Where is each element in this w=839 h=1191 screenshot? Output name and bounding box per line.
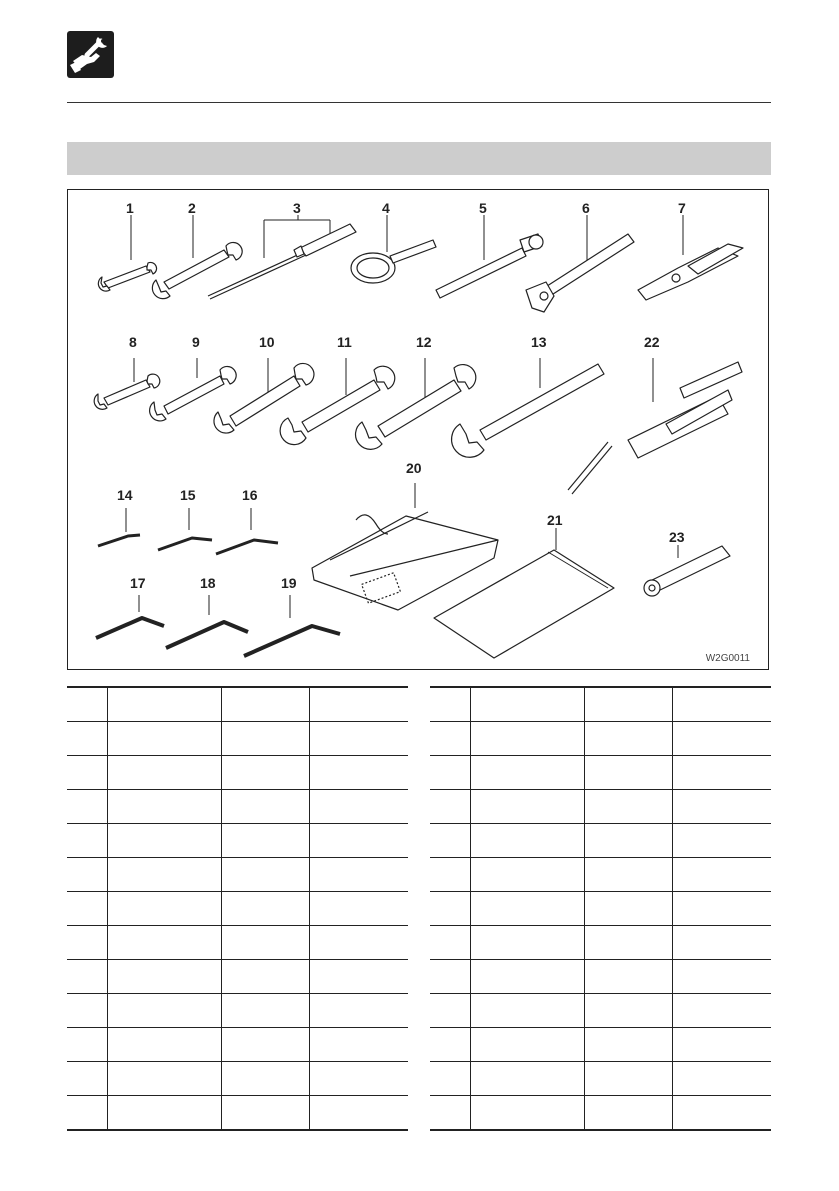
table-row	[430, 892, 771, 926]
right-table-cell	[430, 722, 470, 756]
right-table-cell	[673, 994, 771, 1028]
left-table-cell	[221, 1028, 310, 1062]
left-table-cell	[221, 722, 310, 756]
right-table-cell	[430, 1062, 470, 1096]
table-row	[430, 1028, 771, 1062]
left-table-cell	[67, 1028, 107, 1062]
tool-18-hex-key	[166, 622, 248, 648]
right-table-cell	[673, 858, 771, 892]
callout-10: 10	[259, 334, 275, 350]
left-table-cell	[67, 790, 107, 824]
left-table-cell	[107, 926, 221, 960]
right-table-cell	[673, 1062, 771, 1096]
left-table-cell	[221, 687, 310, 722]
table-row	[67, 722, 408, 756]
left-table-cell	[310, 790, 408, 824]
callout-2: 2	[188, 200, 196, 216]
left-table-cell	[67, 824, 107, 858]
left-table-cell	[107, 960, 221, 994]
table-row	[67, 1028, 408, 1062]
callout-16: 16	[242, 487, 258, 503]
right-table-cell	[430, 824, 470, 858]
left-table-cell	[310, 687, 408, 722]
right-table-cell	[470, 790, 584, 824]
wrench-hand-icon	[67, 31, 114, 78]
right-table-cell	[673, 892, 771, 926]
left-table-cell	[310, 892, 408, 926]
callout-7: 7	[678, 200, 686, 216]
table-row	[430, 858, 771, 892]
left-table-cell	[310, 994, 408, 1028]
right-table-cell	[673, 824, 771, 858]
right-table-cell	[584, 824, 673, 858]
left-table-cell	[221, 790, 310, 824]
callout-17: 17	[130, 575, 146, 591]
right-table-cell	[470, 1096, 584, 1131]
parts-table-right	[430, 686, 771, 1131]
right-table-cell	[430, 756, 470, 790]
left-table-cell	[107, 994, 221, 1028]
right-table-cell	[430, 1096, 470, 1131]
left-table-cell	[67, 960, 107, 994]
left-table-cell	[107, 1096, 221, 1131]
right-table-cell	[673, 1028, 771, 1062]
tool-14-hex-key	[98, 535, 140, 546]
left-table-cell	[221, 892, 310, 926]
tool-5-extension-bar	[436, 234, 543, 298]
callout-22: 22	[644, 334, 660, 350]
table-row	[67, 892, 408, 926]
left-table-cell	[310, 824, 408, 858]
right-table-cell	[584, 687, 673, 722]
right-table-cell	[470, 960, 584, 994]
right-table-cell	[470, 1062, 584, 1096]
right-table-cell	[470, 892, 584, 926]
left-table-cell	[221, 1096, 310, 1131]
left-table-cell	[67, 892, 107, 926]
left-table-cell	[67, 994, 107, 1028]
left-table-cell	[67, 722, 107, 756]
left-table-cell	[107, 824, 221, 858]
tool-17-hex-key	[96, 618, 164, 638]
left-table-cell	[107, 892, 221, 926]
left-table-cell	[67, 687, 107, 722]
tool-16-hex-key	[216, 540, 278, 554]
right-table-cell	[584, 1028, 673, 1062]
table-row	[67, 790, 408, 824]
right-table-cell	[470, 1028, 584, 1062]
right-table-cell	[430, 790, 470, 824]
right-table-cell	[430, 687, 470, 722]
right-table-cell	[470, 926, 584, 960]
left-table-cell	[107, 756, 221, 790]
left-table-cell	[67, 858, 107, 892]
right-table-cell	[470, 858, 584, 892]
left-table-cell	[107, 1062, 221, 1096]
tool-kit-figure	[67, 189, 769, 670]
tool-3-screwdriver	[208, 224, 356, 299]
tool-15-hex-key	[158, 538, 212, 550]
left-table-cell	[310, 858, 408, 892]
callout-13: 13	[531, 334, 547, 350]
left-table-cell	[221, 994, 310, 1028]
tool-9-wrench	[150, 366, 237, 420]
tool-19-hex-key	[244, 626, 340, 656]
table-row	[67, 926, 408, 960]
right-table-cell	[584, 892, 673, 926]
section-title-bar	[67, 142, 771, 175]
right-table-cell	[470, 994, 584, 1028]
right-table-cell	[673, 1096, 771, 1131]
right-table-cell	[470, 687, 584, 722]
table-row	[430, 960, 771, 994]
callout-11: 11	[337, 334, 352, 350]
left-table-cell	[221, 756, 310, 790]
table-row	[430, 722, 771, 756]
left-table-cell	[67, 756, 107, 790]
right-table-cell	[673, 722, 771, 756]
table-row	[430, 756, 771, 790]
tool-7-pliers	[638, 244, 743, 300]
left-table-cell	[107, 687, 221, 722]
callout-21: 21	[547, 512, 563, 528]
left-table-cell	[310, 1096, 408, 1131]
callout-6: 6	[582, 200, 590, 216]
left-table-cell	[107, 790, 221, 824]
left-table-cell	[221, 858, 310, 892]
tool-4-ring-spanner	[351, 240, 436, 283]
right-table-cell	[584, 790, 673, 824]
left-table-cell	[221, 926, 310, 960]
right-table-cell	[673, 756, 771, 790]
table-row	[67, 994, 408, 1028]
left-table-cell	[310, 1062, 408, 1096]
left-table-cell	[310, 756, 408, 790]
table-row	[430, 687, 771, 722]
tool-8-wrench	[94, 374, 160, 409]
table-row	[430, 1062, 771, 1096]
callout-18: 18	[200, 575, 216, 591]
left-table-cell	[310, 960, 408, 994]
table-row	[430, 790, 771, 824]
table-row	[430, 1096, 771, 1131]
right-table-cell	[673, 790, 771, 824]
right-table-cell	[584, 722, 673, 756]
left-table-cell	[310, 722, 408, 756]
tool-1-double-wrench	[98, 262, 156, 291]
right-table-cell	[430, 1028, 470, 1062]
table-row	[67, 858, 408, 892]
right-table-cell	[673, 687, 771, 722]
table-row	[67, 756, 408, 790]
right-table-cell	[584, 994, 673, 1028]
callout-9: 9	[192, 334, 200, 350]
table-row	[67, 1096, 408, 1131]
left-table-cell	[221, 960, 310, 994]
left-table-cell	[310, 1028, 408, 1062]
right-table-cell	[430, 926, 470, 960]
left-table-cell	[67, 926, 107, 960]
right-table-cell	[673, 960, 771, 994]
callout-15: 15	[180, 487, 196, 503]
left-table-cell	[67, 1062, 107, 1096]
left-table-cell	[107, 858, 221, 892]
right-table-cell	[430, 994, 470, 1028]
right-table-cell	[584, 1096, 673, 1131]
tool-20-tool-bag	[312, 512, 498, 610]
right-table-cell	[584, 1062, 673, 1096]
callout-12: 12	[416, 334, 432, 350]
callout-3: 3	[293, 200, 301, 216]
table-row	[67, 824, 408, 858]
right-table-cell	[584, 756, 673, 790]
right-table-cell	[470, 722, 584, 756]
right-table-cell	[584, 858, 673, 892]
right-table-cell	[470, 756, 584, 790]
table-row	[430, 994, 771, 1028]
parts-table-left	[67, 686, 408, 1131]
left-table-cell	[221, 824, 310, 858]
left-table-cell	[221, 1062, 310, 1096]
tool-23-adapter	[644, 546, 730, 596]
right-table-cell	[470, 824, 584, 858]
header-rule	[67, 102, 771, 103]
table-row	[67, 960, 408, 994]
callout-20: 20	[406, 460, 422, 476]
right-table-cell	[673, 926, 771, 960]
right-table-cell	[430, 892, 470, 926]
callout-5: 5	[479, 200, 487, 216]
left-table-cell	[310, 926, 408, 960]
table-row	[67, 687, 408, 722]
right-table-cell	[584, 960, 673, 994]
callout-1: 1	[126, 200, 134, 216]
callout-8: 8	[129, 334, 137, 350]
right-table-cell	[584, 926, 673, 960]
callout-23: 23	[669, 529, 685, 545]
left-table-cell	[107, 1028, 221, 1062]
right-table-cell	[430, 960, 470, 994]
right-table-cell	[430, 858, 470, 892]
callout-4: 4	[382, 200, 390, 216]
table-row	[430, 824, 771, 858]
table-row	[430, 926, 771, 960]
callout-14: 14	[117, 487, 133, 503]
left-table-cell	[67, 1096, 107, 1131]
callout-19: 19	[281, 575, 297, 591]
tool-22-grease-gun	[568, 362, 742, 494]
left-table-cell	[107, 722, 221, 756]
table-row	[67, 1062, 408, 1096]
figure-id-code: W2G0011	[705, 653, 750, 664]
